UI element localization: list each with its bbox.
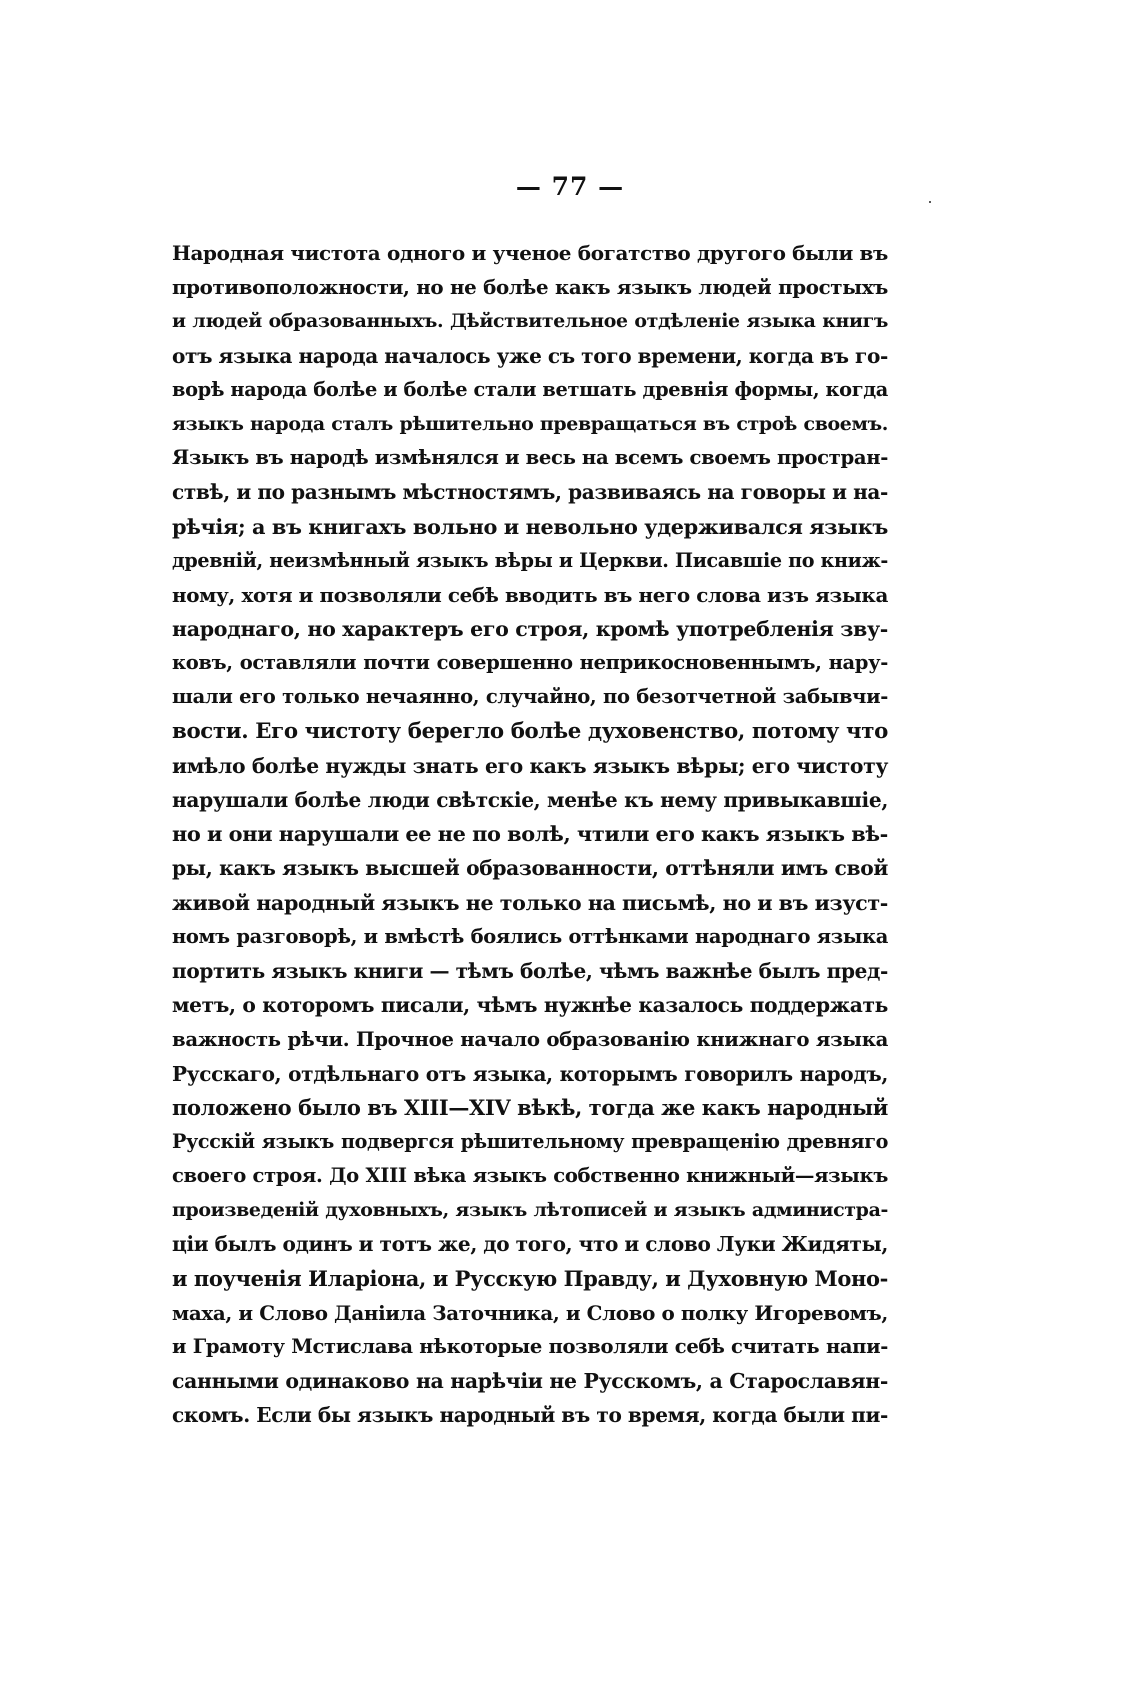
text-line: но и они нарушали ее не по волѣ, чтили его какъ языкъ вѣ- bbox=[172, 821, 888, 847]
text-line: ворѣ народа болѣе и болѣе стали ветшать древнія формы, когда bbox=[172, 377, 888, 401]
text-line: санными одинаково на нарѣчіи не Русскомъ, а Старославян- bbox=[172, 1369, 888, 1394]
text-line: противоположности, но не болѣе какъ языкъ людей простыхъ bbox=[172, 275, 888, 300]
text-line: номъ разговорѣ, и вмѣстѣ боялись оттѣнками народнаго языка bbox=[172, 924, 888, 948]
text-line: шали его только нечаянно, случайно, по безотчетной забывчи- bbox=[172, 685, 888, 709]
text-line: скомъ. Если бы языкъ народный въ то время, когда были пи- bbox=[172, 1403, 888, 1428]
text-line: ковъ, оставляли почти совершенно неприкосновеннымъ, нару- bbox=[172, 651, 888, 675]
text-line: ному, хотя и позволяли себѣ вводить въ него слова изъ языка bbox=[172, 582, 888, 607]
text-line: рѣчія; а въ книгахъ вольно и невольно удерживался языкъ bbox=[172, 513, 888, 539]
text-line: своего строя. До XIII вѣка языкъ собственно книжный—языкъ bbox=[172, 1164, 888, 1188]
text-line: Народная чистота одного и ученое богатство другого были въ bbox=[172, 241, 888, 265]
text-line: портить языкъ книги — тѣмъ болѣе, чѣмъ важнѣе былъ пред- bbox=[172, 958, 888, 983]
text-line: древній, неизмѣнный языкъ вѣры и Церкви. Писавшіе по книж- bbox=[172, 548, 888, 572]
text-line: маха, и Слово Даніила Заточника, и Слово о полку Игоревомъ, bbox=[172, 1300, 888, 1325]
text-line: вости. Его чистоту берегло болѣе духовенство, потому что bbox=[172, 718, 888, 744]
page-number: — 77 — bbox=[515, 172, 625, 201]
text-line: живой народный языкъ не только на письмѣ, но и въ изуст- bbox=[172, 890, 888, 915]
text-line: Русскаго, отдѣльнаго отъ языка, которымъ говорилъ народъ, bbox=[172, 1061, 888, 1086]
text-line: и людей образованныхъ. Дѣйствительное отдѣленіе языка книгъ bbox=[172, 310, 888, 333]
text-line: и Грамоту Мстислава нѣкоторые позволяли себѣ считать напи- bbox=[172, 1335, 888, 1358]
text-line: метъ, о которомъ писали, чѣмъ нужнѣе казалось поддержать bbox=[172, 993, 888, 1018]
print-speck bbox=[929, 201, 931, 203]
text-line: и поученія Иларіона, и Русскую Правду, и Духовную Моно- bbox=[172, 1265, 888, 1291]
text-line: ствѣ, и по разнымъ мѣстностямъ, развиваясь на говоры и на- bbox=[172, 480, 888, 505]
text-line: языкъ народа сталъ рѣшительно превращаться въ строѣ своемъ. bbox=[172, 412, 888, 435]
text-line: ры, какъ языкъ высшей образованности, оттѣняли имъ свой bbox=[172, 856, 888, 881]
text-line: важность рѣчи. Прочное начало образованію книжнаго языка bbox=[172, 1027, 888, 1052]
text-line: народнаго, но характеръ его строя, кромѣ употребленія зву- bbox=[172, 617, 888, 642]
text-line: отъ языка народа началось уже съ того времени, когда въ го- bbox=[172, 343, 888, 368]
text-line: ціи былъ одинъ и тотъ же, до того, что и слово Луки Жидяты, bbox=[172, 1232, 888, 1257]
text-line: Языкъ въ народѣ измѣнялся и весь на всемъ своемъ простран- bbox=[172, 446, 888, 470]
text-line: нарушали болѣе люди свѣтскіе, менѣе къ нему привыкавшіе, bbox=[172, 788, 888, 812]
text-line: положено было въ XIII—XIV вѣкѣ, тогда же какъ народный bbox=[172, 1094, 888, 1120]
text-line: имѣло болѣе нужды знать его какъ языкъ вѣры; его чистоту bbox=[172, 753, 888, 778]
body-text bbox=[172, 236, 888, 1433]
text-line: произведеній духовныхъ, языкъ лѣтописей и языкъ администра- bbox=[172, 1199, 888, 1222]
text-line: Русскій языкъ подвергся рѣшительному превращенію древняго bbox=[172, 1129, 888, 1153]
